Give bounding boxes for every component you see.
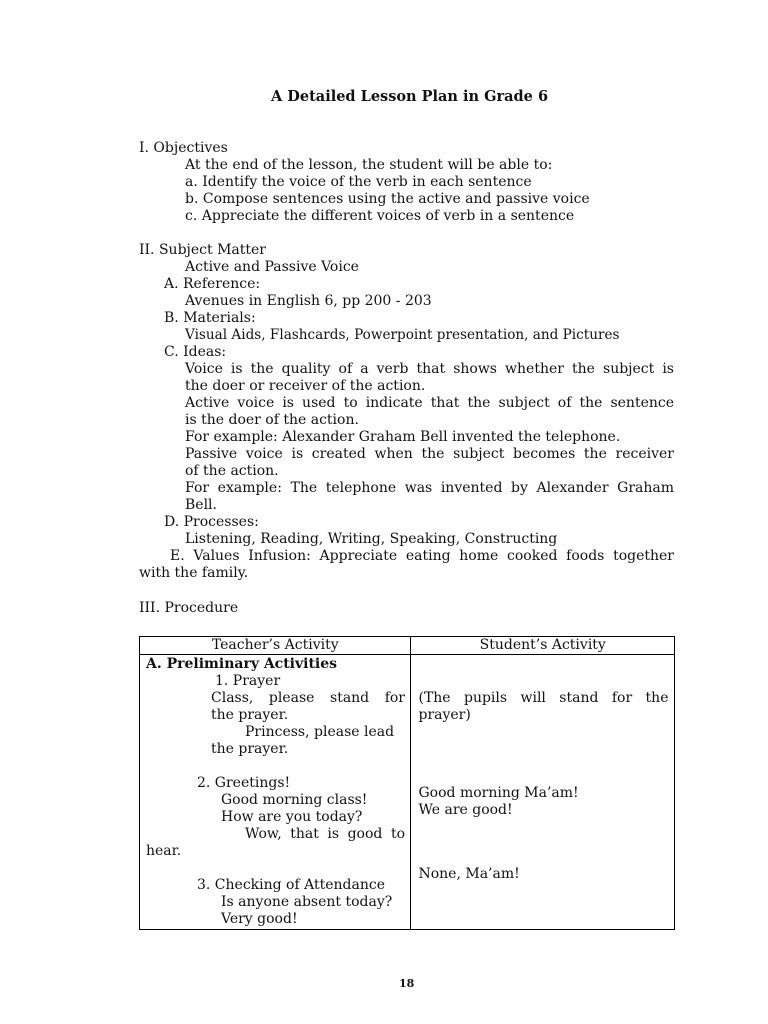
teacher-line: Very good! xyxy=(221,911,298,927)
ideas-label: C. Ideas: xyxy=(164,344,227,360)
ideas-line: Voice is the quality of a verb that shows whether the subject is xyxy=(185,361,674,377)
teacher-line: the prayer. xyxy=(211,707,289,723)
teacher-line: Princess, please lead xyxy=(245,724,395,740)
page-number: 18 xyxy=(399,977,415,990)
ideas-line: Passive voice is created when the subject becomes the receiver xyxy=(185,446,674,462)
ideas-line: is the doer of the action. xyxy=(185,412,359,428)
student-line: None, Ma’am! xyxy=(418,866,520,882)
teacher-line: Is anyone absent today? xyxy=(221,894,393,910)
subject-matter-heading: II. Subject Matter xyxy=(139,242,266,258)
teacher-line: hear. xyxy=(146,843,182,859)
objective-item: c. Appreciate the different voices of verb in a sentence xyxy=(185,208,575,224)
ideas-line: the doer or receiver of the action. xyxy=(185,378,426,394)
objective-item: b. Compose sentences using the active and passive voice xyxy=(185,191,590,207)
preliminary-activities-heading: A. Preliminary Activities xyxy=(146,656,338,672)
ideas-line: For example: The telephone was invented by Alexander Graham xyxy=(185,480,674,496)
objective-item: a. Identify the voice of the verb in each sentence xyxy=(185,174,532,190)
teacher-line: Class, please stand for xyxy=(211,690,405,706)
objectives-intro: At the end of the lesson, the student will be able to: xyxy=(185,157,553,173)
teacher-line: How are you today? xyxy=(221,809,363,825)
student-line: (The pupils will stand for the xyxy=(418,690,669,706)
reference-text: Avenues in English 6, pp 200 - 203 xyxy=(185,293,432,309)
student-column-header: Student’s Activity xyxy=(411,637,675,655)
teacher-line: the prayer. xyxy=(211,741,289,757)
ideas-line: Active voice is used to indicate that the subject of the sentence xyxy=(185,395,674,411)
teacher-line: Good morning class! xyxy=(221,792,368,808)
student-activity-cell xyxy=(411,655,675,930)
materials-text: Visual Aids, Flashcards, Powerpoint presentation, and Pictures xyxy=(185,327,620,343)
procedure-table xyxy=(139,636,675,930)
student-line: We are good! xyxy=(418,802,513,818)
attendance-title: 3. Checking of Attendance xyxy=(197,877,385,893)
greetings-title: 2. Greetings! xyxy=(197,775,291,791)
teacher-column-header: Teacher’s Activity xyxy=(140,637,411,655)
student-line: prayer) xyxy=(418,707,471,723)
reference-label: A. Reference: xyxy=(164,276,261,292)
procedure-heading: III. Procedure xyxy=(139,600,239,616)
subject-topic: Active and Passive Voice xyxy=(185,259,359,275)
student-line: Good morning Ma’am! xyxy=(418,785,579,801)
values-infusion-line: with the family. xyxy=(139,565,249,581)
document-title: A Detailed Lesson Plan in Grade 6 xyxy=(271,88,549,105)
teacher-activity-cell xyxy=(140,655,411,930)
table-header-row xyxy=(140,637,675,655)
table-row xyxy=(140,655,675,930)
ideas-line: Bell. xyxy=(185,497,217,513)
teacher-line: Wow, that is good to xyxy=(245,826,405,842)
ideas-line: For example: Alexander Graham Bell invented the telephone. xyxy=(185,429,621,445)
processes-label: D. Processes: xyxy=(164,514,259,530)
materials-label: B. Materials: xyxy=(164,310,256,326)
ideas-line: of the action. xyxy=(185,463,279,479)
processes-text: Listening, Reading, Writing, Speaking, Constructing xyxy=(185,531,558,547)
prayer-title: 1. Prayer xyxy=(215,673,281,689)
values-infusion-line: E. Values Infusion: Appreciate eating home cooked foods together xyxy=(170,548,674,564)
objectives-heading: I. Objectives xyxy=(139,140,228,156)
